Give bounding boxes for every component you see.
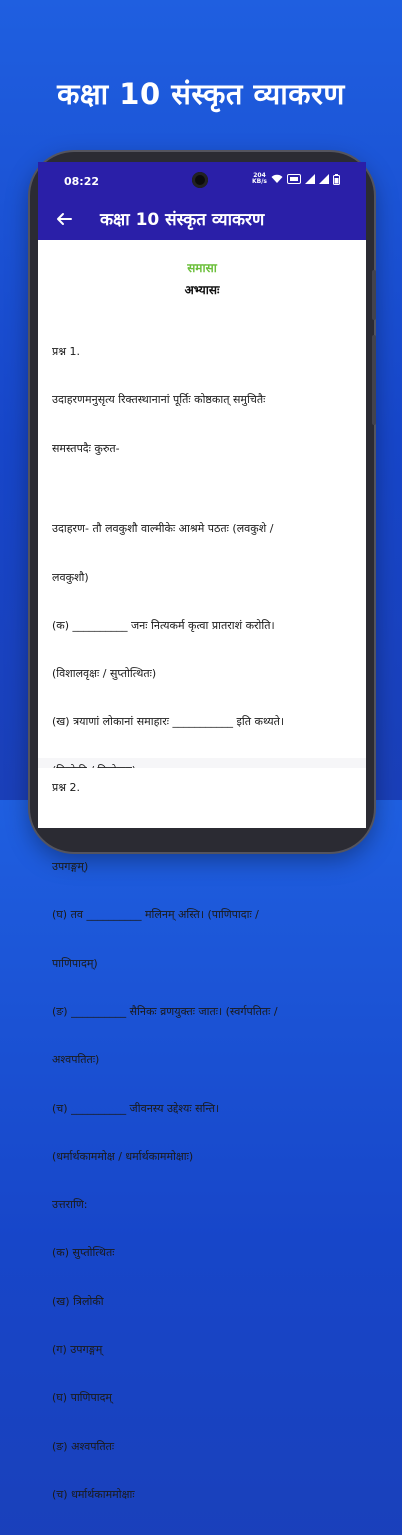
text-line: उपगङ्गम्) — [52, 860, 89, 874]
text-line: (क) __________ जनः नित्यकर्म कृत्वा प्रातराशं करोति। — [52, 618, 275, 632]
text-line: (धर्मार्थकाममोक्ष / धर्मार्थकाममोक्षाः) — [52, 1149, 194, 1163]
status-bar — [38, 162, 366, 198]
status-icons — [252, 173, 340, 185]
answer-line: (च) धर्मार्थकाममोक्षाः — [52, 1487, 135, 1501]
next-question-card — [38, 768, 366, 828]
phone-volume-button — [372, 270, 376, 320]
text-line: प्रश्न 1. — [52, 345, 81, 359]
back-arrow-icon — [56, 211, 72, 227]
text-line: पाणिपादम्) — [52, 956, 98, 970]
text-line: (ङ) __________ सैनिकः व्रणयुक्तः जातः। (स्वर्गपतितः / — [52, 1005, 278, 1019]
content-scroll-area[interactable] — [38, 240, 366, 1501]
app-title: कक्षा 10 संस्कृत व्याकरण — [100, 210, 265, 230]
network-speed — [252, 173, 267, 185]
text-line: (विशालवृक्षः / सुप्तोत्थितः) — [52, 667, 157, 681]
answer-line: (क) सुप्तोत्थितः — [52, 1246, 115, 1260]
status-time: 08:22 — [64, 175, 100, 188]
answer-line: (ङ) अश्वपतितः — [52, 1439, 115, 1453]
battery-icon — [333, 174, 340, 185]
network-speed-value: 204 — [253, 172, 266, 179]
answer-line: (घ) पाणिपादम् — [52, 1391, 112, 1405]
text-line: अश्वपतितः) — [52, 1053, 100, 1067]
volte-icon — [287, 174, 301, 184]
text-line: (घ) तव __________ मलिनम् अस्ति। (पाणिपादाः / — [52, 908, 259, 922]
front-camera — [192, 172, 208, 188]
phone-power-button — [372, 335, 376, 425]
answer-line: (ख) त्रिलोकी — [52, 1294, 104, 1308]
signal-icon — [305, 174, 315, 184]
signal-icon-2 — [319, 174, 329, 184]
section-subtitle: अभ्यासः — [184, 283, 220, 297]
answer-line: (ग) उपगङ्गम् — [52, 1343, 103, 1356]
section-title: समासा — [187, 261, 217, 275]
next-question-label: प्रश्न 2. — [52, 781, 81, 794]
text-line: उदाहरणमनुसृत्य रिक्तस्थानानां पूर्तिः कोष्ठकात् समुचितैः — [52, 393, 266, 407]
app-bar — [38, 198, 366, 240]
text-line: (च) __________ जीवनस्य उद्देश्यः सन्ति। — [52, 1101, 220, 1115]
back-button[interactable] — [52, 207, 76, 231]
answers-heading: उत्तराणि: — [52, 1198, 88, 1212]
text-line: (ख) त्रयाणां लोकानां समाहारः ___________ इति कथ्यते। — [52, 715, 285, 729]
text-line: उदाहरण- तौ लवकुशौ वाल्मीकेः आश्रमे पठतः (लवकुशे / — [52, 522, 274, 536]
exercise-text — [52, 312, 358, 1535]
phone-screen — [38, 162, 366, 1501]
network-speed-unit: KB/s — [252, 178, 267, 185]
promo-title: कक्षा 10 संस्कृत व्याकरण — [57, 77, 345, 111]
text-line: लवकुशौ) — [52, 570, 89, 584]
text-line: समस्तपदैः कुरुत- — [52, 441, 120, 455]
wifi-icon — [271, 174, 283, 184]
